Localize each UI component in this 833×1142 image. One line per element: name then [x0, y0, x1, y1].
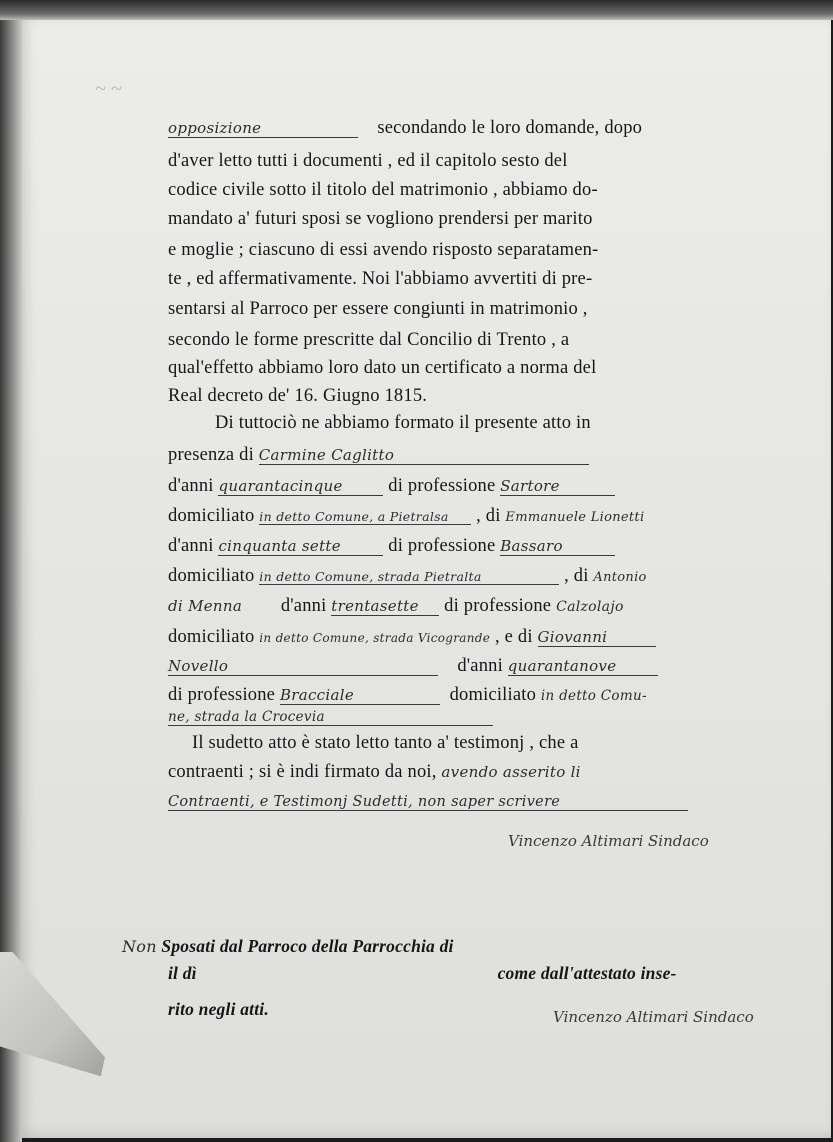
witness-1-name: Carmine Caglitto [259, 446, 589, 465]
handwritten-note: Contraenti, e Testimonj Sudetti, non saper scrivere [168, 794, 688, 811]
mayor-signature: Vincenzo Altimari Sindaco [508, 832, 709, 850]
closing-line [168, 792, 713, 813]
professione-label: di professione [444, 596, 552, 616]
body-line: codice civile sotto il titolo del matrimonio , abbiamo do- [168, 180, 598, 200]
body-line: sentarsi al Parroco per essere congiunti in matrimonio , [168, 299, 588, 319]
bleed-through-mark: ~ ~ [95, 78, 122, 100]
witness-4-name-last: Novello [168, 657, 438, 676]
witness-4-domicile-a: in detto Comu- [540, 688, 647, 704]
witness-line [168, 536, 713, 557]
body-line: d'aver letto tutti i documenti , ed il capitolo sesto del [168, 151, 568, 171]
bleed-through-text [168, 905, 713, 922]
witness-4-name-first: Giovanni [538, 628, 656, 647]
witness-line [168, 685, 713, 706]
presenza-label: presenza di [168, 445, 254, 465]
body-line: Di tuttociò ne abbiamo formato il presente atto in [215, 413, 591, 433]
closing-line [168, 762, 713, 783]
witness-3-name-first: Antonio [593, 570, 647, 585]
witness-line [168, 656, 713, 677]
witness-line [168, 506, 713, 527]
witness-1-age: quarantacinque [218, 477, 383, 496]
di-label: , di [564, 566, 589, 586]
witness-line [168, 476, 713, 497]
body-line: Real decreto de' 16. Giugno 1815. [168, 386, 428, 406]
handwritten-entry: opposizione [168, 119, 358, 138]
body-text: secondando le loro domande, dopo [377, 118, 643, 138]
domiciliato-label: domiciliato [168, 627, 255, 647]
anni-label: d'anni [280, 596, 327, 616]
handwritten-prefix: Non [122, 937, 157, 956]
di-label: , di [476, 506, 501, 526]
witness-3-age: trentasette [331, 597, 439, 616]
professione-label: di professione [388, 536, 496, 556]
witness-2-name: Emmanuele Lionetti [505, 510, 645, 525]
witness-2-domicile: in detto Comune, strada Pietralta [259, 569, 559, 585]
witness-4-profession: Bracciale [280, 686, 440, 705]
closing-text: contraenti ; si è indi firmato da noi, [168, 762, 437, 782]
witness-4-age: quarantanove [508, 657, 658, 676]
witness-line [168, 566, 713, 587]
professione-label: di professione [388, 476, 496, 496]
witness-1-profession: Sartore [500, 477, 615, 496]
body-line: qual'effetto abbiamo loro dato un certificato a norma del [168, 358, 597, 378]
anni-label: d'anni [168, 476, 214, 496]
anni-label: d'anni [457, 656, 503, 676]
section-line [122, 936, 722, 957]
closing-line: Il sudetto atto è stato letto tanto a' testimonj , che a [192, 733, 579, 753]
domiciliato-label: domiciliato [449, 685, 537, 705]
witness-line [168, 627, 713, 648]
e-di-label: , e di [495, 627, 533, 647]
witness-3-profession: Calzolajo [556, 599, 624, 615]
scan-top-edge [0, 0, 833, 20]
handwritten-note: avendo asserito li [441, 763, 581, 781]
witness-line [168, 707, 713, 728]
section-text: Sposati dal Parroco della Parrocchia di [161, 936, 454, 956]
witness-3-domicile: in detto Comune, strada Vicogrande [259, 631, 491, 645]
witness-2-age: cinquanta sette [218, 537, 383, 556]
witness-4-domicile-b: ne, strada la Crocevia [168, 709, 493, 726]
body-line: te , ed affermativamente. Noi l'abbiamo avvertiti di pre- [168, 269, 593, 289]
body-line: mandato a' futuri sposi se vogliono prendersi per marito [168, 209, 593, 229]
body-line [168, 118, 713, 139]
section-line [168, 963, 713, 984]
section-text: il dì [168, 963, 197, 983]
domiciliato-label: domiciliato [168, 506, 255, 526]
section-line: rito negli atti. [168, 999, 269, 1019]
witness-line [168, 445, 713, 466]
mayor-signature: Vincenzo Altimari Sindaco [553, 1008, 754, 1026]
witness-2-profession: Bassaro [500, 537, 615, 556]
section-text: come dall'attestato inse- [497, 963, 677, 983]
witness-1-domicile: in detto Comune, a Pietralsa [259, 509, 471, 525]
body-line: e moglie ; ciascuno di essi avendo risposto separatamen- [168, 240, 599, 260]
body-line: secondo le forme prescritte dal Concilio di Trento , a [168, 330, 570, 350]
anni-label: d'anni [168, 536, 214, 556]
professione-label: di professione [168, 685, 276, 705]
witness-3-name-last: di Menna [168, 597, 243, 615]
witness-line [168, 596, 713, 617]
domiciliato-label: domiciliato [168, 566, 255, 586]
